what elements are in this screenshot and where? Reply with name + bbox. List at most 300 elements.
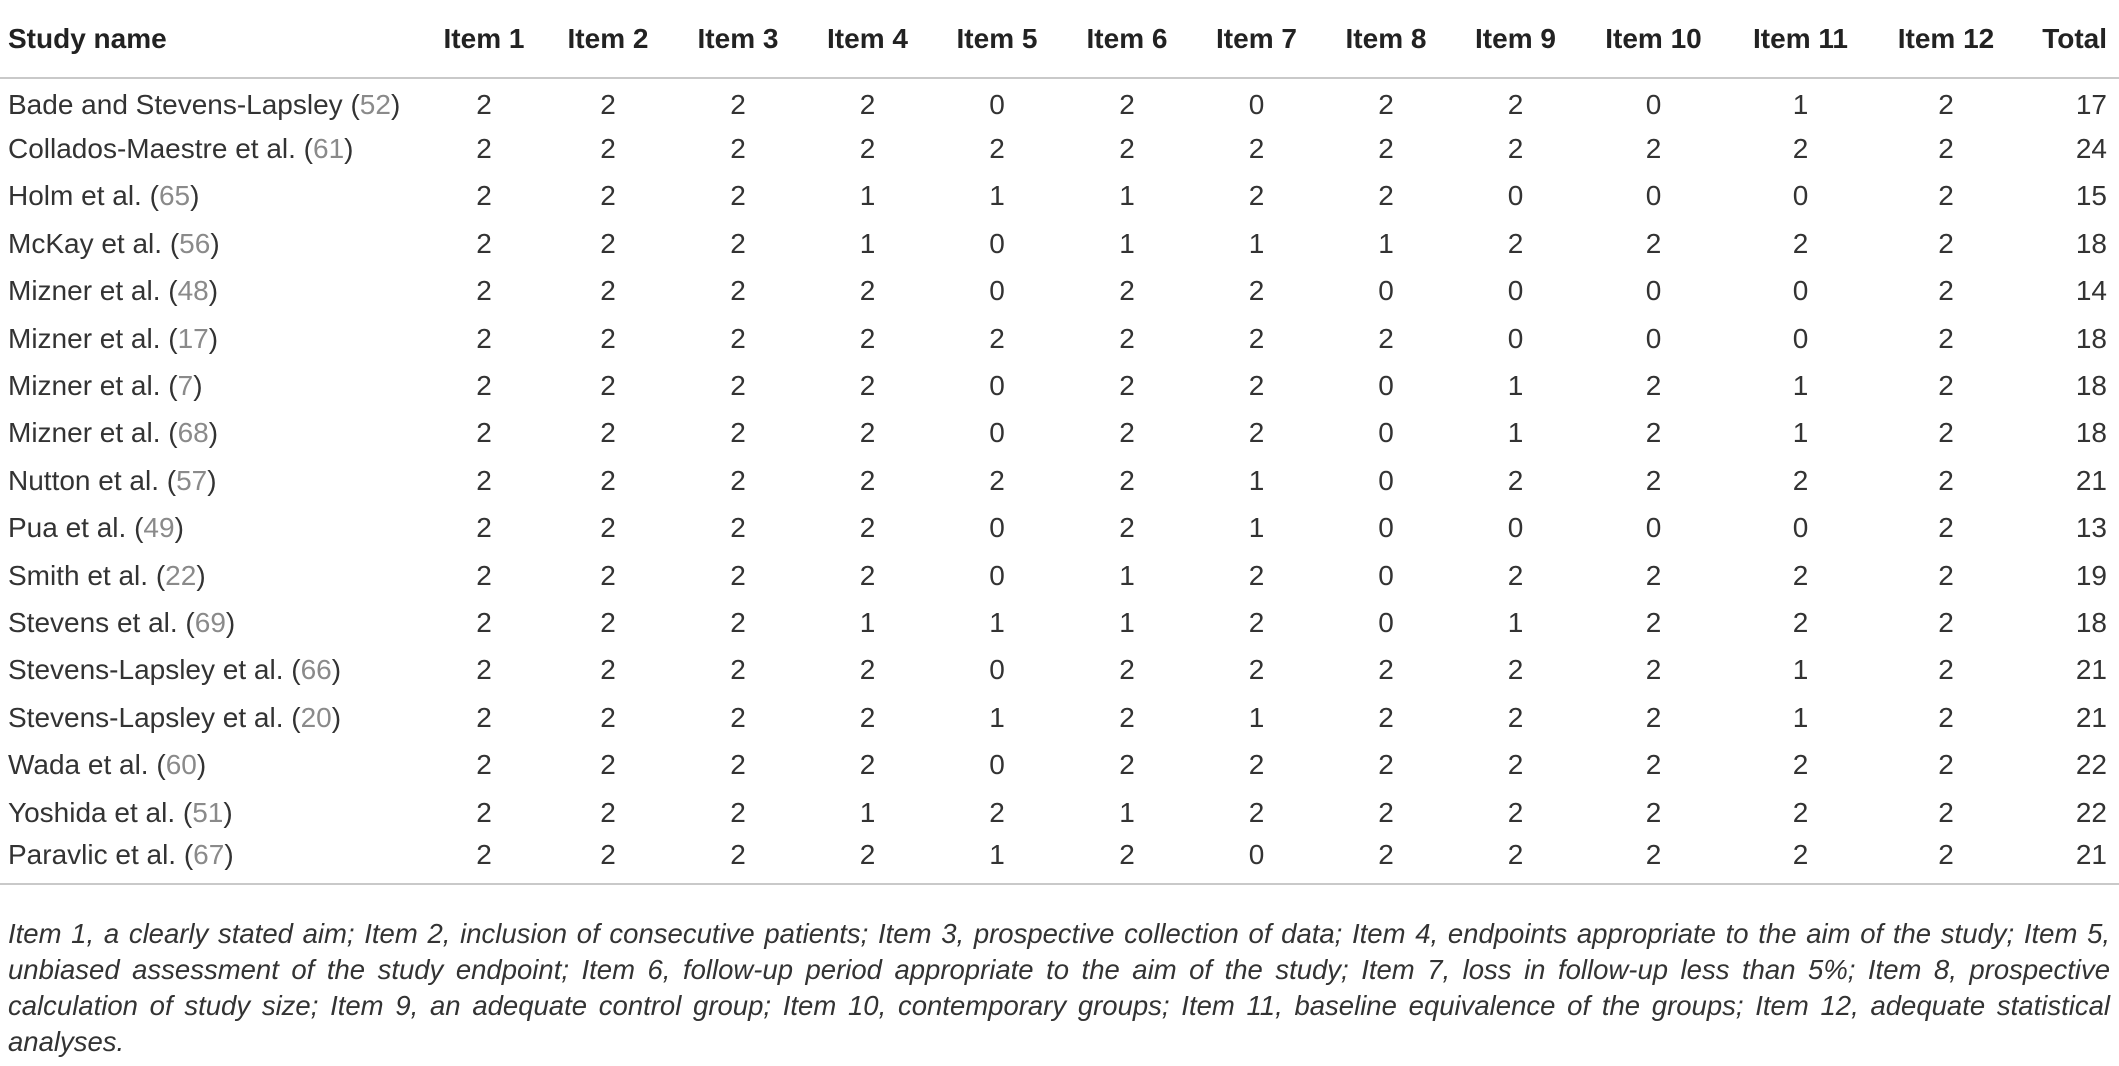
item-score-cell: 2 [1119,701,1135,733]
reference-close-paren: ) [225,606,236,638]
item-score-cell: 2 [1938,654,1954,686]
study-name-cell [0,362,425,409]
item-score-cell: 2 [730,839,746,871]
column-header-item-12: Item 12 [1897,22,1995,54]
reference-number-link[interactable]: 65 [158,180,191,212]
item-score-cell: 1 [1792,701,1809,733]
reference-number-link[interactable]: 52 [359,89,391,121]
item-score-cell: 2 [1119,417,1135,449]
item-score-cell: 1 [989,701,1005,733]
item-score-cell: 2 [1792,133,1809,165]
column-header-item-6: Item 6 [1086,22,1168,54]
item-score-cell: 0 [1645,275,1662,307]
item-score-cell: 2 [1507,559,1524,591]
study-name-cell [0,173,425,220]
item-score-cell: 1 [1248,227,1265,259]
item-score-cell: 2 [730,654,746,686]
item-score-cell: 0 [1645,89,1662,121]
item-score-cell: 0 [1378,417,1394,449]
table-row [0,694,2119,741]
total-score-cell: 21 [2075,701,2107,733]
item-score-cell: 2 [1378,322,1394,354]
item-score-cell: 2 [730,133,746,165]
total-score-cell: 21 [2075,839,2107,871]
item-score-cell: 2 [1248,559,1265,591]
item-score-cell: 2 [1119,512,1135,544]
study-name: Mizner et al. ( [8,322,178,354]
reference-close-paren: ) [196,749,207,781]
table-row [0,173,2119,220]
table-row [0,78,2119,125]
item-score-cell: 1 [1119,606,1135,638]
reference-close-paren: ) [193,370,203,402]
reference-close-paren: ) [210,227,220,259]
item-score-cell: 2 [1645,654,1662,686]
item-score-cell: 2 [476,796,492,828]
column-header-item-2: Item 2 [567,22,649,54]
item-score-cell: 0 [1507,512,1524,544]
item-score-cell: 2 [600,701,616,733]
table-row [0,125,2119,172]
item-score-cell: 2 [989,796,1005,828]
column-header-total: Total [2042,22,2107,54]
item-score-cell: 2 [600,559,616,591]
item-score-cell: 2 [1645,370,1662,402]
total-score-cell: 13 [2075,512,2107,544]
study-name-cell [0,836,425,883]
table-row [0,789,2119,836]
item-score-cell: 2 [730,796,746,828]
item-score-cell: 2 [859,512,876,544]
study-name-cell [0,125,425,172]
item-score-cell: 0 [989,559,1005,591]
item-score-cell: 2 [1378,749,1394,781]
item-score-cell: 0 [1507,180,1524,212]
item-score-cell: 1 [859,796,876,828]
item-score-cell: 2 [1792,749,1809,781]
total-score-cell: 18 [2075,370,2107,402]
table-row [0,362,2119,409]
item-score-cell: 1 [1119,796,1135,828]
item-score-cell: 2 [1938,701,1954,733]
item-score-cell: 2 [1938,417,1954,449]
item-score-cell: 2 [1792,464,1809,496]
table-row [0,410,2119,457]
item-score-cell: 2 [730,464,746,496]
item-score-cell: 0 [1378,275,1394,307]
item-score-cell: 0 [989,654,1005,686]
item-score-cell: 2 [989,322,1005,354]
reference-close-paren: ) [207,464,217,496]
reference-close-paren: ) [223,796,233,828]
item-score-cell: 2 [1119,89,1135,121]
item-score-cell: 1 [1792,370,1809,402]
total-score-cell: 14 [2075,275,2107,307]
item-score-cell: 2 [600,275,616,307]
item-score-cell: 1 [1248,701,1265,733]
item-score-cell: 0 [1792,322,1809,354]
item-score-cell: 1 [859,180,876,212]
item-score-cell: 2 [730,701,746,733]
item-score-cell: 2 [1248,370,1265,402]
item-score-cell: 2 [1645,133,1662,165]
item-score-cell: 2 [600,89,616,121]
item-score-cell: 2 [476,133,492,165]
item-score-cell: 2 [1378,180,1394,212]
item-score-cell: 2 [1645,749,1662,781]
item-score-cell: 2 [600,464,616,496]
study-name-cell [0,268,425,315]
item-score-cell: 1 [1119,227,1135,259]
item-score-cell: 1 [859,606,876,638]
item-score-cell: 0 [1792,180,1809,212]
study-name-cell [0,599,425,646]
item-score-cell: 2 [476,701,492,733]
reference-close-paren: ) [331,654,342,686]
item-score-cell: 2 [1938,606,1954,638]
reference-number-link[interactable]: 57 [176,464,208,496]
item-score-cell: 2 [1507,464,1524,496]
item-score-cell: 2 [859,370,876,402]
study-name-cell [0,741,425,788]
table-row [0,599,2119,646]
item-score-cell: 1 [1378,227,1394,259]
item-score-cell: 2 [1645,606,1662,638]
reference-number-link[interactable]: 51 [192,796,224,828]
item-score-cell: 2 [1119,322,1135,354]
item-score-cell: 2 [476,464,492,496]
item-score-cell: 1 [1792,417,1809,449]
item-score-cell: 2 [730,227,746,259]
item-score-cell: 2 [1507,227,1524,259]
item-score-cell: 2 [859,839,876,871]
item-score-cell: 2 [1119,749,1135,781]
item-score-cell: 2 [859,464,876,496]
item-score-cell: 2 [600,654,616,686]
item-score-cell: 2 [989,133,1005,165]
item-score-cell: 2 [730,370,746,402]
item-score-cell: 2 [1507,796,1524,828]
item-score-cell: 1 [859,227,876,259]
item-score-cell: 1 [1792,89,1809,121]
study-name: McKay et al. ( [8,227,180,259]
study-name: Smith et al. ( [8,559,166,591]
table-header [0,0,2119,78]
reference-number-link[interactable]: 67 [193,839,225,871]
item-score-cell: 2 [476,180,492,212]
item-score-cell: 2 [730,89,746,121]
reference-number-link[interactable]: 48 [177,275,209,307]
study-name: Holm et al. ( [8,180,159,212]
item-score-cell: 1 [1507,606,1524,638]
reference-close-paren: ) [196,559,206,591]
column-header-item-5: Item 5 [956,22,1038,54]
item-score-cell: 1 [989,180,1005,212]
item-score-cell: 2 [1378,654,1394,686]
total-score-cell: 24 [2075,133,2107,165]
study-name-cell [0,315,425,362]
item-score-cell: 0 [1645,322,1662,354]
study-name: Nutton et al. ( [8,464,177,496]
item-score-cell: 2 [1938,322,1954,354]
study-name-cell [0,457,425,504]
reference-number-link[interactable]: 17 [177,322,209,354]
item-score-cell: 2 [1645,701,1662,733]
item-score-cell: 2 [1645,464,1662,496]
item-score-cell: 2 [1119,370,1135,402]
item-score-cell: 0 [989,417,1005,449]
table-row [0,268,2119,315]
reference-number-link[interactable]: 61 [313,133,345,165]
item-score-cell: 2 [1119,654,1135,686]
reference-number-link[interactable]: 20 [300,701,332,733]
item-score-cell: 2 [1645,839,1662,871]
table-row [0,741,2119,788]
item-score-cell: 1 [1119,180,1135,212]
item-score-cell: 2 [1248,654,1265,686]
item-score-cell: 2 [1507,839,1524,871]
item-score-cell: 2 [1248,133,1265,165]
item-score-cell: 2 [476,654,492,686]
item-score-cell: 2 [1507,749,1524,781]
item-score-cell: 2 [1119,275,1135,307]
item-score-cell: 2 [600,322,616,354]
item-score-cell: 0 [1378,464,1394,496]
item-score-cell: 2 [600,606,616,638]
reference-number-link[interactable]: 7 [177,370,194,402]
item-score-cell: 1 [1507,370,1524,402]
item-score-cell: 0 [1378,370,1394,402]
study-name: Mizner et al. ( [8,417,178,449]
item-score-cell: 2 [476,89,492,121]
item-score-cell: 2 [1645,796,1662,828]
item-score-cell: 2 [600,796,616,828]
total-score-cell: 22 [2075,796,2107,828]
item-score-cell: 2 [1507,89,1524,121]
study-name-cell [0,505,425,552]
item-score-cell: 2 [1938,180,1954,212]
table-row [0,505,2119,552]
table-footnote: Item 1, a clearly stated aim; Item 2, inclusion of consecutive patients; Item 3, prospective collection of data; Item 4, endpoints appropriate to the aim of the study; Item 5, unbiased assessment of the study endpoint; Item 6, follow-up period appropriate to the aim of the study; Item 7, loss in follow-up less than 5%; Item 8, prospective calculation of study size; Item 9, an adequate control group; Item 10, contemporary groups; Item 11, baseline equivalence of the groups; Item 12, adequate statistical analyses. [8,918,2110,1057]
item-score-cell: 2 [1378,133,1394,165]
item-score-cell: 2 [859,749,876,781]
item-score-cell: 2 [1119,133,1135,165]
item-score-cell: 2 [1938,559,1954,591]
item-score-cell: 2 [1507,133,1524,165]
reference-close-paren: ) [174,512,184,544]
item-score-cell: 2 [1248,749,1265,781]
reference-number-link[interactable]: 60 [165,749,197,781]
total-score-cell: 19 [2075,559,2107,591]
item-score-cell: 2 [476,559,492,591]
table-row [0,457,2119,504]
item-score-cell: 2 [859,701,876,733]
column-header-item-7: Item 7 [1216,22,1297,54]
item-score-cell: 0 [1645,512,1662,544]
item-score-cell: 2 [476,606,492,638]
item-score-cell: 2 [859,322,876,354]
item-score-cell: 2 [600,180,616,212]
item-score-cell: 0 [989,275,1005,307]
item-score-cell: 2 [1248,796,1265,828]
table-row [0,552,2119,599]
item-score-cell: 2 [1645,417,1662,449]
item-score-cell: 2 [1938,275,1954,307]
item-score-cell: 2 [1378,839,1394,871]
item-score-cell: 2 [476,839,492,871]
item-score-cell: 2 [476,370,492,402]
study-name-cell [0,410,425,457]
item-score-cell: 2 [600,227,616,259]
item-score-cell: 2 [476,512,492,544]
item-score-cell: 2 [1248,180,1265,212]
study-name: Stevens-Lapsley et al. ( [8,654,301,686]
study-name: Stevens et al. ( [8,606,195,638]
item-score-cell: 2 [1378,796,1394,828]
column-header-item-3: Item 3 [697,22,779,54]
header-row [0,0,2119,78]
total-score-cell: 21 [2075,464,2107,496]
item-score-cell: 2 [1507,701,1524,733]
reference-number-link[interactable]: 49 [143,512,175,544]
item-score-cell: 2 [859,275,876,307]
item-score-cell: 2 [1378,89,1394,121]
item-score-cell: 0 [1507,275,1524,307]
item-score-cell: 0 [989,749,1005,781]
item-score-cell: 2 [1248,322,1265,354]
item-score-cell: 2 [600,133,616,165]
item-score-cell: 2 [859,89,876,121]
reference-number-link[interactable]: 22 [165,559,197,591]
study-name: Paravlic et al. ( [8,839,194,871]
item-score-cell: 2 [1792,606,1809,638]
item-score-cell: 2 [730,512,746,544]
item-score-cell: 0 [989,227,1005,259]
item-score-cell: 2 [1645,227,1662,259]
study-name-cell [0,789,425,836]
item-score-cell: 2 [1507,654,1524,686]
item-score-cell: 2 [600,512,616,544]
item-score-cell: 2 [600,839,616,871]
item-score-cell: 2 [1938,749,1954,781]
item-score-cell: 0 [1378,606,1394,638]
item-score-cell: 2 [730,559,746,591]
item-score-cell: 0 [1378,512,1394,544]
item-score-cell: 2 [730,606,746,638]
item-score-cell: 0 [1248,89,1265,121]
item-score-cell: 2 [1792,839,1809,871]
study-name-cell [0,647,425,694]
item-score-cell: 2 [1248,275,1265,307]
reference-close-paren: ) [208,417,219,449]
item-score-cell: 2 [1378,701,1394,733]
item-score-cell: 2 [476,275,492,307]
table-row [0,836,2119,883]
reference-close-paren: ) [344,133,354,165]
column-header-item-1: Item 1 [443,22,525,54]
item-score-cell: 0 [989,370,1005,402]
item-score-cell: 2 [1938,512,1954,544]
item-score-cell: 2 [730,417,746,449]
total-score-cell: 15 [2075,180,2107,212]
item-score-cell: 0 [1248,839,1265,871]
study-name: Bade and Stevens-Lapsley ( [8,89,360,121]
item-score-cell: 2 [730,322,746,354]
column-header-item-8: Item 8 [1345,22,1427,54]
study-name: Wada et al. ( [8,749,166,781]
item-score-cell: 2 [1938,796,1954,828]
reference-close-paren: ) [224,839,234,871]
item-score-cell: 0 [1645,180,1662,212]
item-score-cell: 0 [1792,275,1809,307]
item-score-cell: 1 [1248,464,1265,496]
reference-number-link[interactable]: 56 [179,227,211,259]
item-score-cell: 2 [476,417,492,449]
item-score-cell: 2 [1119,839,1135,871]
item-score-cell: 0 [989,89,1005,121]
item-score-cell: 2 [600,417,616,449]
study-name: Mizner et al. ( [8,370,178,402]
item-score-cell: 1 [1507,417,1524,449]
item-score-cell: 2 [859,133,876,165]
item-score-cell: 0 [1792,512,1809,544]
item-score-cell: 2 [1938,839,1954,871]
item-score-cell: 2 [730,180,746,212]
item-score-cell: 1 [1792,654,1809,686]
item-score-cell: 2 [1792,559,1809,591]
item-score-cell: 2 [1792,227,1809,259]
total-score-cell: 17 [2075,89,2107,121]
item-score-cell: 2 [476,749,492,781]
column-header-item-4: Item 4 [827,22,908,54]
total-score-cell: 18 [2075,606,2107,638]
item-score-cell: 2 [1938,227,1954,259]
item-score-cell: 2 [600,370,616,402]
item-score-cell: 2 [989,464,1005,496]
study-name: Stevens-Lapsley et al. ( [8,701,301,733]
item-score-cell: 2 [1792,796,1809,828]
item-score-cell: 1 [1119,559,1135,591]
reference-number-link[interactable]: 66 [300,654,332,686]
study-name: Pua et al. ( [8,512,144,544]
item-score-cell: 2 [1938,464,1954,496]
total-score-cell: 22 [2075,749,2107,781]
reference-number-link[interactable]: 68 [177,417,209,449]
item-score-cell: 1 [1248,512,1265,544]
reference-close-paren: ) [331,701,342,733]
column-header-item-11: Item 11 [1753,22,1848,54]
table-body [0,78,2119,884]
column-header-item-9: Item 9 [1475,22,1556,54]
item-score-cell: 0 [989,512,1005,544]
column-header-item-10: Item 10 [1605,22,1702,54]
item-score-cell: 2 [1938,89,1954,121]
item-score-cell: 2 [1938,370,1954,402]
item-score-cell: 2 [476,322,492,354]
total-score-cell: 18 [2075,322,2107,354]
table-row [0,647,2119,694]
column-header-study-name: Study name [8,22,167,54]
table-row [0,220,2119,267]
item-score-cell: 2 [1248,417,1265,449]
study-name-cell [0,694,425,741]
item-score-cell: 2 [730,749,746,781]
study-name-cell [0,552,425,599]
item-score-cell: 2 [730,275,746,307]
total-score-cell: 18 [2075,417,2107,449]
reference-number-link[interactable]: 69 [194,606,226,638]
item-score-cell: 1 [989,606,1005,638]
